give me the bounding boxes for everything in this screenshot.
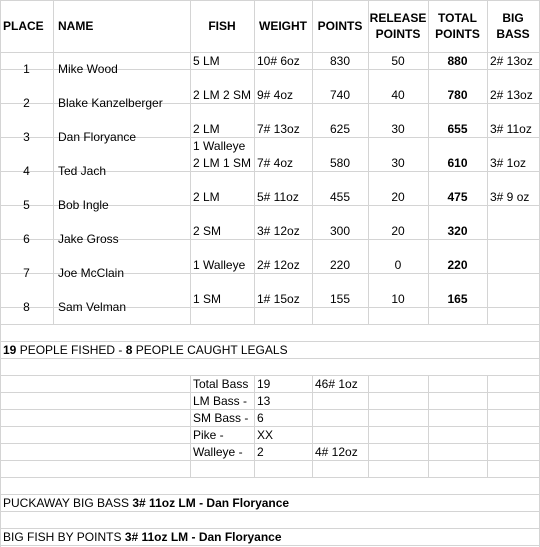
row-points: 740 [329,88,351,102]
header-big-bass-line-2: BASS [496,27,530,41]
header-total-line-2: POINTS [435,27,480,41]
grid-line [254,0,255,324]
row-name: Mike Wood [58,62,118,76]
row-release: 20 [391,224,405,238]
row-weight: 1# 15oz [257,292,300,306]
totals-label: LM Bass - [193,394,248,408]
people-caught-label: PEOPLE CAUGHT LEGALS [132,343,288,357]
row-fish: 5 LM [193,54,220,68]
row-name: Jake Gross [58,232,119,246]
row-total: 320 [447,224,468,238]
totals-label: Total Bass [193,377,249,391]
row-name: Bob Ingle [58,198,109,212]
grid-line [0,477,540,478]
row-points: 580 [329,156,351,170]
row-points: 455 [329,190,351,204]
row-points: 300 [329,224,351,238]
totals-count: 6 [257,411,264,425]
totals-count: 13 [257,394,271,408]
header-release-line-2: POINTS [375,27,421,41]
row-weight: 2# 12oz [257,258,300,272]
row-total: 780 [447,88,468,102]
row-release: 30 [391,156,405,170]
award-label: PUCKAWAY BIG BASS [3,496,133,510]
award-value: 3# 11oz LM - Dan Floryance [124,530,282,544]
row-fish: 1 SM [193,292,222,306]
award-value: 3# 11oz LM - Dan Floryance [132,496,290,510]
row-fish: 1 Walleye [193,258,246,272]
row-total: 880 [447,54,468,68]
grid-line [368,375,369,477]
row-fish: 2 LM [193,190,220,204]
row-fish: 2 SM [193,224,222,238]
header-weight: WEIGHT [259,19,307,33]
grid-line [312,375,313,477]
award-big-bass [3,495,533,512]
row-total: 220 [447,258,468,272]
totals-count: 2 [257,445,264,459]
row-big-bass: 3# 11oz [490,122,532,136]
row-weight: 7# 13oz [257,122,300,136]
row-place: 5 [23,198,30,212]
row-big-bass: 2# 13oz [490,88,533,102]
row-release: 50 [391,54,405,68]
row-name: Blake Kanzelberger [58,96,163,110]
award-big-fish-points [3,529,533,546]
totals-label: Pike - [193,428,224,442]
row-total: 165 [447,292,468,306]
header-release-line-1: RELEASE [369,11,427,25]
award-label: BIG FISH BY POINTS [3,530,125,544]
grid-line [0,324,540,325]
people-caught-count: 8 [125,343,133,357]
row-weight: 7# 4oz [257,156,294,170]
totals-count: XX [257,428,274,442]
header-big-bass-line-1: BIG [502,11,524,25]
grid-line [487,375,488,477]
row-big-bass: 2# 13oz [490,54,533,68]
row-release: 20 [391,190,405,204]
row-place: 6 [23,232,30,246]
people-fished-label: PEOPLE FISHED - [16,343,126,357]
row-points: 625 [329,122,351,136]
row-weight: 5# 11oz [257,190,299,204]
row-big-bass: 3# 9 oz [490,190,530,204]
row-fish: 2 LM [193,122,220,136]
grid-line [487,0,488,324]
row-place: 3 [23,130,30,144]
row-fish-line-2: 1 Walleye [193,139,246,153]
row-release: 0 [394,258,402,272]
row-total: 610 [447,156,468,170]
grid-line [0,0,540,1]
totals-label: SM Bass - [193,411,249,425]
people-fished-count: 19 [3,343,17,357]
grid-line [190,375,191,477]
header-name: NAME [58,19,94,33]
row-place: 2 [23,96,30,110]
summary-line [3,342,533,359]
grid-line [190,0,191,324]
header-big-bass [487,10,539,42]
totals-weight: 46# 1oz [315,377,358,391]
row-release: 10 [391,292,405,306]
row-fish: 2 LM 1 SM [193,156,252,170]
header-release-points [368,10,428,42]
row-release: 40 [391,88,405,102]
header-place: PLACE [3,19,44,33]
row-weight: 9# 4oz [257,88,294,102]
totals-label: Walleye - [193,445,243,459]
header-total-points [428,10,487,42]
row-points: 830 [329,54,351,68]
row-name: Joe McClain [58,266,125,280]
header-points: POINTS [317,19,363,33]
row-name: Sam Velman [58,300,127,314]
row-weight: 10# 6oz [257,54,300,68]
row-place: 8 [23,300,30,314]
row-fish: 2 LM 2 SM [193,88,252,102]
totals-weight: 4# 12oz [315,445,358,459]
row-release: 30 [391,122,405,136]
row-total: 655 [447,122,468,136]
row-total: 475 [447,190,468,204]
row-place: 4 [23,164,30,178]
grid-line [254,375,255,477]
header-total-line-1: TOTAL [438,11,477,25]
row-name: Dan Floryance [58,130,137,144]
row-big-bass: 3# 1oz [490,156,527,170]
row-place: 7 [23,266,30,280]
row-place: 1 [23,62,30,76]
row-points: 220 [329,258,351,272]
grid-line [428,375,429,477]
header-fish: FISH [208,19,236,33]
totals-count: 19 [257,377,271,391]
grid-line [53,0,54,324]
row-name: Ted Jach [58,164,107,178]
row-points: 155 [329,292,351,306]
row-weight: 3# 12oz [257,224,300,238]
